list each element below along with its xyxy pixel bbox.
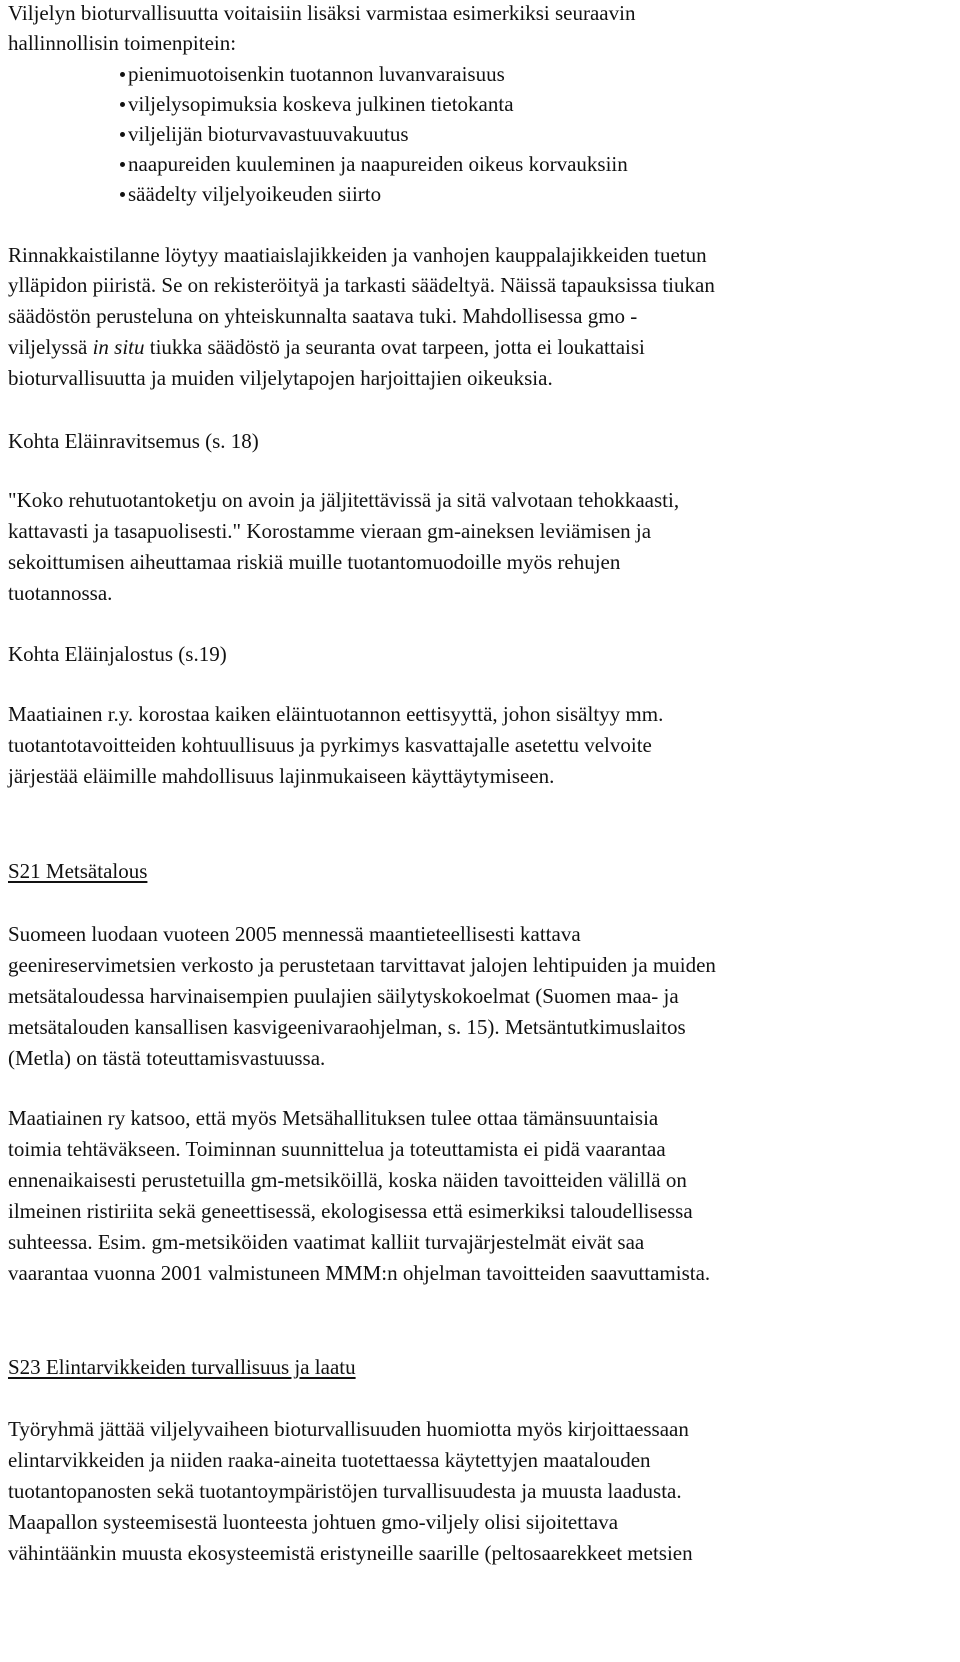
paragraph-line: kattavasti ja tasapuolisesti." Korostamme vieraan gm-aineksen leviämisen ja bbox=[8, 519, 652, 543]
paragraph-line: ylläpidon piiristä. Se on rekisteröityä ja tarkasti säädeltyä. Näissä tapauksissa tiukan bbox=[8, 273, 715, 297]
list-item: viljelijän bioturvavastuuvakuutus bbox=[128, 122, 409, 146]
paragraph-line: (Metla) on tästä toteuttamisvastuussa. bbox=[8, 1046, 326, 1070]
paragraph-line: Rinnakkaistilanne löytyy maatiaislajikkeiden ja vanhojen kauppalajikkeiden tuetun bbox=[8, 243, 707, 267]
paragraph-line: bioturvallisuutta ja muiden viljelytapojen harjoittajien oikeuksia. bbox=[8, 366, 553, 390]
paragraph-line: vähintäänkin muusta ekosysteemistä eristyneille saarille (peltosaarekkeet metsien bbox=[8, 1541, 693, 1565]
list-item: säädelty viljelyoikeuden siirto bbox=[128, 182, 382, 206]
paragraph-line: suhteessa. Esim. gm-metsiköiden vaatimat kalliit turvajärjestelmät eivät saa bbox=[8, 1230, 645, 1254]
paragraph-line: ennenaikaisesti perustetuilla gm-metsiköillä, koska näiden tavoitteiden välillä on bbox=[8, 1168, 687, 1192]
section-heading-s21: S21 Metsätalous bbox=[8, 859, 148, 883]
italic-term: in situ bbox=[92, 335, 145, 359]
paragraph-line: metsätalouden kansallisen kasvigeenivaraohjelman, s. 15). Metsäntutkimuslaitos bbox=[8, 1015, 686, 1039]
paragraph-line: metsätaloudessa harvinaisempien puulajien säilytyskokoelmat (Suomen maa- ja bbox=[8, 984, 679, 1008]
paragraph-line: elintarvikkeiden ja niiden raaka-aineita tuotettaessa käytettyjen maatalouden bbox=[8, 1448, 651, 1472]
bullet-icon bbox=[120, 72, 125, 77]
list-item: naapureiden kuuleminen ja naapureiden oikeus korvauksiin bbox=[128, 152, 628, 176]
paragraph-line: vaarantaa vuonna 2001 valmistuneen MMM:n ohjelman tavoitteiden saavuttamista. bbox=[8, 1261, 711, 1285]
list-item: pienimuotoisenkin tuotannon luvanvaraisuus bbox=[128, 62, 505, 86]
paragraph-line: Maapallon systeemisestä luonteesta johtuen gmo-viljely olisi sijoitettava bbox=[8, 1510, 619, 1534]
paragraph-line: toimia tehtäväkseen. Toiminnan suunnittelua ja toteuttamista ei pidä vaarantaa bbox=[8, 1137, 666, 1161]
paragraph-line: ilmeinen ristiriita sekä geneettisessä, ekologisessa että esimerkiksi taloudellisessa bbox=[8, 1199, 693, 1223]
intro-line: hallinnollisin toimenpitein: bbox=[8, 31, 237, 55]
paragraph-line: järjestää eläimille mahdollisuus lajinmukaiseen käyttäytymiseen. bbox=[8, 764, 555, 788]
text-run: viljelyssä bbox=[8, 335, 93, 359]
bullet-icon bbox=[120, 132, 125, 137]
paragraph-line: geenireservimetsien verkosto ja perustetaan tarvittavat jalojen lehtipuiden ja muiden bbox=[8, 953, 716, 977]
paragraph-line: Suomeen luodaan vuoteen 2005 mennessä maantieteellisesti kattava bbox=[8, 922, 581, 946]
paragraph-line bbox=[8, 334, 645, 360]
paragraph-line: Maatiainen r.y. korostaa kaiken eläintuotannon eettisyyttä, johon sisältyy mm. bbox=[8, 702, 664, 726]
list-item: viljelysopimuksia koskeva julkinen tietokanta bbox=[128, 92, 514, 116]
paragraph-line: säädöstön perusteluna on yhteiskunnalta saatava tuki. Mahdollisessa gmo - bbox=[8, 304, 638, 328]
paragraph-line: tuotannossa. bbox=[8, 581, 113, 605]
bullet-icon bbox=[120, 192, 125, 197]
bullet-icon bbox=[120, 102, 125, 107]
section-reference: Kohta Eläinravitsemus (s. 18) bbox=[8, 429, 259, 453]
paragraph-line: tuotantotavoitteiden kohtuullisuus ja pyrkimys kasvattajalle asetettu velvoite bbox=[8, 733, 652, 757]
section-heading-s23: S23 Elintarvikkeiden turvallisuus ja laatu bbox=[8, 1355, 356, 1379]
paragraph-line: Työryhmä jättää viljelyvaiheen bioturvallisuuden huomiotta myös kirjoittaessaan bbox=[8, 1417, 689, 1441]
paragraph-line: sekoittumisen aiheuttamaa riskiä muille tuotantomuodoille myös rehujen bbox=[8, 550, 621, 574]
bullet-icon bbox=[120, 162, 125, 167]
paragraph-line: tuotantopanosten sekä tuotantoympäristöjen turvallisuudesta ja muusta laadusta. bbox=[8, 1479, 682, 1503]
section-reference: Kohta Eläinjalostus (s.19) bbox=[8, 642, 227, 666]
paragraph-line: "Koko rehutuotantoketju on avoin ja jäljitettävissä ja sitä valvotaan tehokkaasti, bbox=[8, 488, 680, 512]
intro-line: Viljelyn bioturvallisuutta voitaisiin lisäksi varmistaa esimerkiksi seuraavin bbox=[8, 1, 636, 25]
paragraph-line: Maatiainen ry katsoo, että myös Metsähallituksen tulee ottaa tämänsuuntaisia bbox=[8, 1106, 659, 1130]
text-run: tiukka säädöstö ja seuranta ovat tarpeen, jotta ei loukattaisi bbox=[144, 335, 645, 359]
